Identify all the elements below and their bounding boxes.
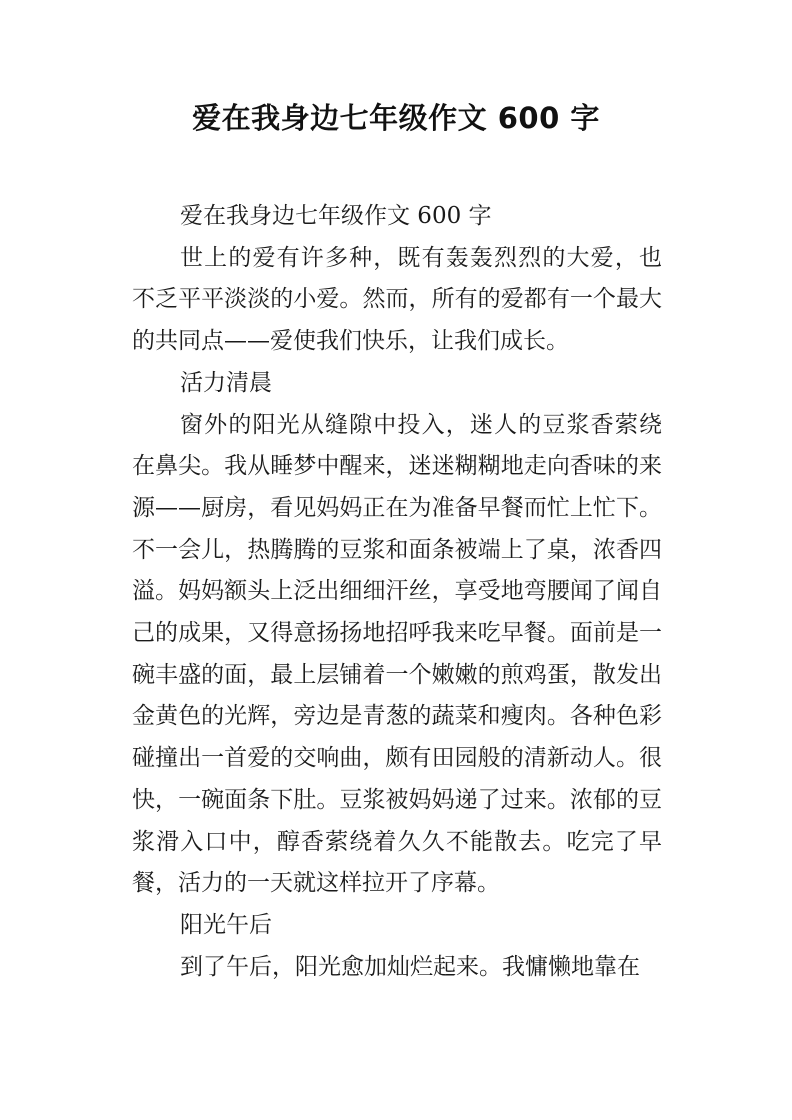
paragraph-heading-repeat: 爱在我身边七年级作文 600 字 [180, 203, 492, 229]
section-heading-morning: 活力清晨 [180, 369, 272, 396]
document-body [132, 196, 662, 988]
section-heading-afternoon: 阳光午后 [180, 911, 272, 938]
document-title: 爱在我身边七年级作文 600 字 [192, 101, 600, 135]
paragraph-intro: 世上的爱有许多种，既有轰轰烈烈的大爱，也不乏平平淡淡的小爱。然而，所有的爱都有一个最大的共同点——爱使我们快乐，让我们成长。 [132, 244, 662, 355]
paragraph-morning: 窗外的阳光从缝隙中投入，迷人的豆浆香萦绕在鼻尖。我从睡梦中醒来，迷迷糊糊地走向香味的来源——厨房，看见妈妈正在为准备早餐而忙上忙下。不一会儿，热腾腾的豆浆和面条被端上了桌，浓香四溢。妈妈额头上泛出细细汗丝，享受地弯腰闻了闻自己的成果，又得意扬扬地招呼我来吃早餐。面前是一碗丰盛的面，最上层铺着一个嫩嫩的煎鸡蛋，散发出金黄色的光辉，旁边是青葱的蔬菜和瘦肉。各种色彩碰撞出一首爱的交响曲，颇有田园般的清新动人。很快，一碗面条下肚。豆浆被妈妈递了过来。浓郁的豆浆滑入口中，醇香萦绕着久久不能散去。吃完了早餐，活力的一天就这样拉开了序幕。 [132, 411, 662, 897]
paragraph-afternoon: 到了午后，阳光愈加灿烂起来。我慵懒地靠在 [180, 953, 640, 980]
